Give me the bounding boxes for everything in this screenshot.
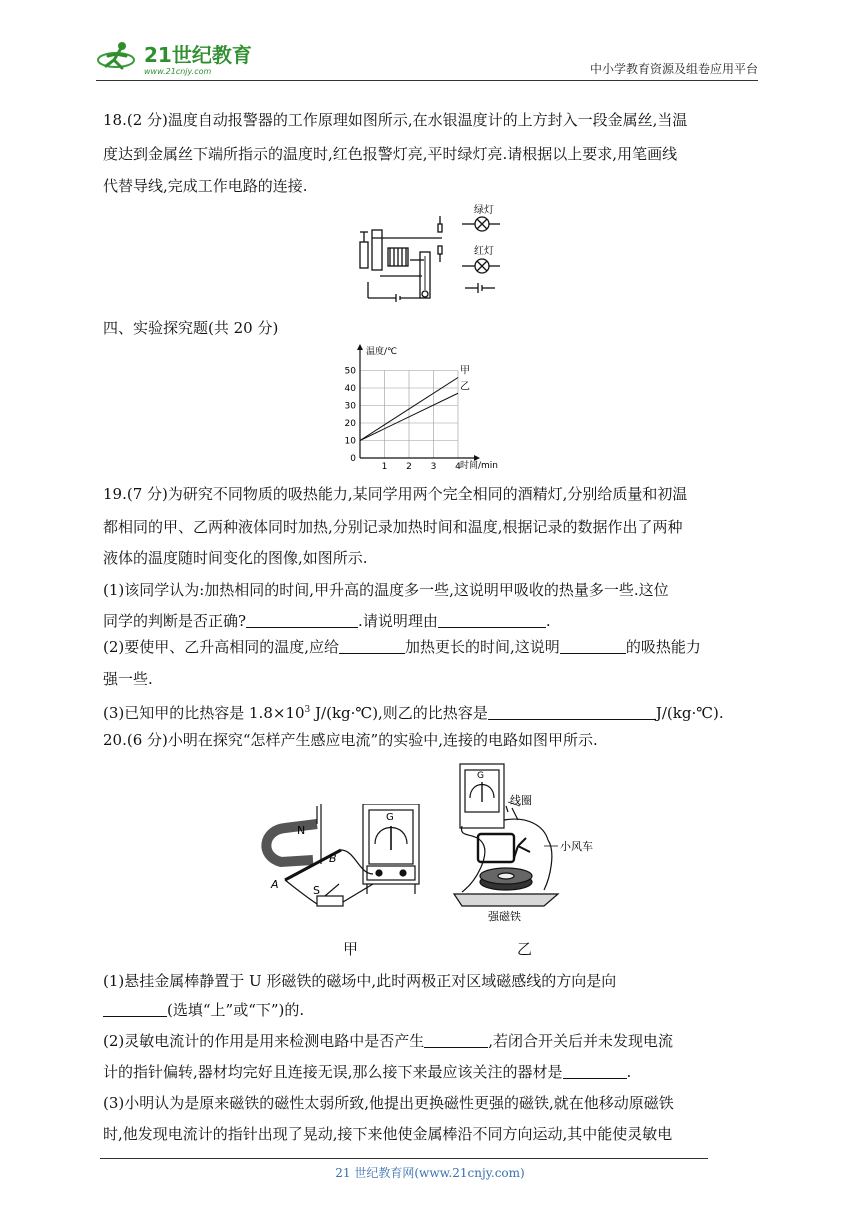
figure-caption-yi: 乙: [517, 940, 533, 958]
q18-line-1: 18.(2 分)温度自动报警器的工作原理如图所示,在水银温度计的上方封入一段金属丝,当温: [103, 111, 688, 129]
q19-part2-line-2: 强一些.: [103, 670, 153, 688]
q20-part2-text-d: .: [626, 1063, 632, 1081]
site-logo: [96, 38, 266, 78]
q19-part2-text-b: 加热更长的时间,这说明: [405, 638, 560, 656]
y-axis-arrow-icon: [357, 344, 363, 350]
q19-part1-line-1: (1)该同学认为:加热相同的时间,甲升高的温度多一些,这说明甲吸收的热量多一些.这位: [103, 581, 669, 599]
strong-magnet-label: 强磁铁: [488, 910, 521, 923]
q19-part1-text-b: .请说明理由: [358, 612, 438, 630]
series-label-jia: 甲: [460, 365, 470, 377]
relay-frame: [360, 242, 368, 268]
pinwheel-icon: [514, 838, 530, 858]
terminal: [400, 870, 406, 876]
q19-line-2: 都相同的甲、乙两种液体同时加热,分别记录加热时间和温度,根据记录的数据作出了两种: [103, 518, 683, 536]
coil: [478, 834, 514, 862]
answer-blank[interactable]: [424, 1031, 488, 1048]
q19-part3-text-a: (3)已知甲的比热容是 1.8×10: [103, 704, 305, 722]
fan-magnet-figure-yi: [448, 760, 608, 926]
footer-text: 21 世纪教育网(www.21cnjy.com): [335, 1166, 525, 1180]
pinwheel-label: 小风车: [560, 840, 593, 853]
q19-part1-text-a: 同学的判断是否正确?: [103, 612, 247, 630]
terminal: [376, 870, 382, 876]
galvanometer-g-label: G: [386, 812, 394, 823]
green-lamp-label: 绿灯: [474, 205, 494, 216]
page-header: [96, 38, 758, 80]
x-tick-label: 3: [430, 462, 437, 472]
platform-name: 中小学教育资源及组卷应用平台: [589, 62, 758, 76]
x-tick-label: 4: [455, 462, 461, 472]
x-tick-label: 1: [381, 462, 388, 472]
answer-blank[interactable]: [560, 637, 626, 654]
y-tick-label: 40: [344, 384, 356, 394]
rod-end-b-label: B: [329, 852, 337, 865]
answer-blank[interactable]: [488, 703, 656, 720]
q19-part3: [103, 695, 763, 729]
red-lamp-label: 红灯: [474, 246, 494, 257]
q20-part1-line-1: (1)悬挂金属棒静置于 U 形磁铁的磁场中,此时两极正对区域磁感线的方向是向: [103, 972, 617, 990]
switch-s-label: S: [313, 884, 320, 897]
base-board: [454, 894, 558, 906]
answer-blank[interactable]: [563, 1062, 627, 1079]
section-4-title: 四、实验探究题(共 20 分): [103, 319, 279, 337]
x-axis-label: 时间/min: [460, 461, 499, 471]
q20-part2-text-b: ,若闭合开关后并未发现电流: [488, 1032, 674, 1050]
q20-part2-text-a: (2)灵敏电流计的作用是用来检测电路中是否产生: [103, 1032, 425, 1050]
temperature-time-graph: [330, 340, 530, 472]
footer-divider: [100, 1158, 708, 1159]
answer-blank[interactable]: [438, 611, 546, 628]
q20-intro: 20.(6 分)小明在探究“怎样产生感应电流”的实验中,连接的电路如图甲所示.: [103, 731, 598, 749]
q19-part2-text-a: (2)要使甲、乙升高相同的温度,应给: [103, 638, 340, 656]
q19-part3-text-c: J/(kg·℃).: [655, 704, 724, 722]
y-tick-label: 20: [344, 419, 356, 429]
y-tick-label: 30: [344, 401, 356, 412]
q20-part1-line-2: [103, 995, 763, 1026]
q19-line-3: 液体的温度随时间变化的图像,如图所示.: [103, 549, 368, 567]
coil-label: 线圈: [510, 794, 532, 807]
galvanometer-g-label: G: [477, 771, 484, 781]
q19-part3-exponent: 3: [304, 705, 311, 715]
logo-text: 21世纪教育: [144, 43, 252, 67]
induction-circuit-figure-jia: [255, 804, 430, 914]
q20-part1-text-b: (选填“上”或“下”)的.: [167, 1001, 305, 1019]
y-tick-label: 10: [344, 436, 356, 447]
q20-part3-line-1: (3)小明认为是原来磁铁的磁性太弱所致,他提出更换磁性更强的磁铁,就在他移动原磁铁: [103, 1094, 674, 1112]
series-label-yi: 乙: [460, 381, 470, 393]
alarm-circuit-figure: [350, 202, 510, 304]
q20-part3-line-2: 时,他发现电流计的指针出现了晃动,接下来他使金属棒沿不同方向运动,其中能使灵敏电: [103, 1125, 673, 1143]
figure-caption-jia: 甲: [343, 940, 359, 958]
q19-part3-text-b: J/(kg·℃),则乙的比热容是: [310, 704, 488, 722]
q18-line-3: 代替导线,完成工作电路的连接.: [103, 177, 308, 195]
x-tick-label: 2: [406, 462, 412, 472]
y-tick-label: 0: [350, 454, 356, 464]
y-axis-label: 温度/℃: [366, 347, 398, 357]
rod-end-a-label: A: [271, 878, 279, 891]
q19-line-1: 19.(7 分)为研究不同物质的吸热能力,某同学用两个完全相同的酒精灯,分别给质量和初温: [103, 485, 688, 503]
q20-part2-line-2: [103, 1057, 763, 1088]
q20-part2-text-c: 计的指针偏转,器材均完好且连接无误,那么接下来最应该关注的器材是: [103, 1063, 563, 1081]
pole-n-label: N: [297, 824, 306, 837]
u-magnet: [266, 824, 317, 862]
q20-part2-line-1: [103, 1026, 763, 1057]
q19-part2-line-1: [103, 632, 763, 663]
answer-blank[interactable]: [103, 1000, 167, 1017]
logo-url: www.21cnjy.com: [144, 67, 212, 76]
answer-blank[interactable]: [246, 611, 358, 628]
y-tick-label: 50: [344, 366, 356, 377]
q19-part2-text-c: 的吸热能力: [625, 638, 701, 656]
q19-part1-text-c: .: [545, 612, 551, 630]
header-divider: [96, 80, 758, 81]
q18-line-2: 度达到金属丝下端所指示的温度时,红色报警灯亮,平时绿灯亮.请根据以上要求,用笔画线: [103, 145, 678, 163]
switch: [317, 896, 343, 906]
answer-blank[interactable]: [339, 637, 405, 654]
